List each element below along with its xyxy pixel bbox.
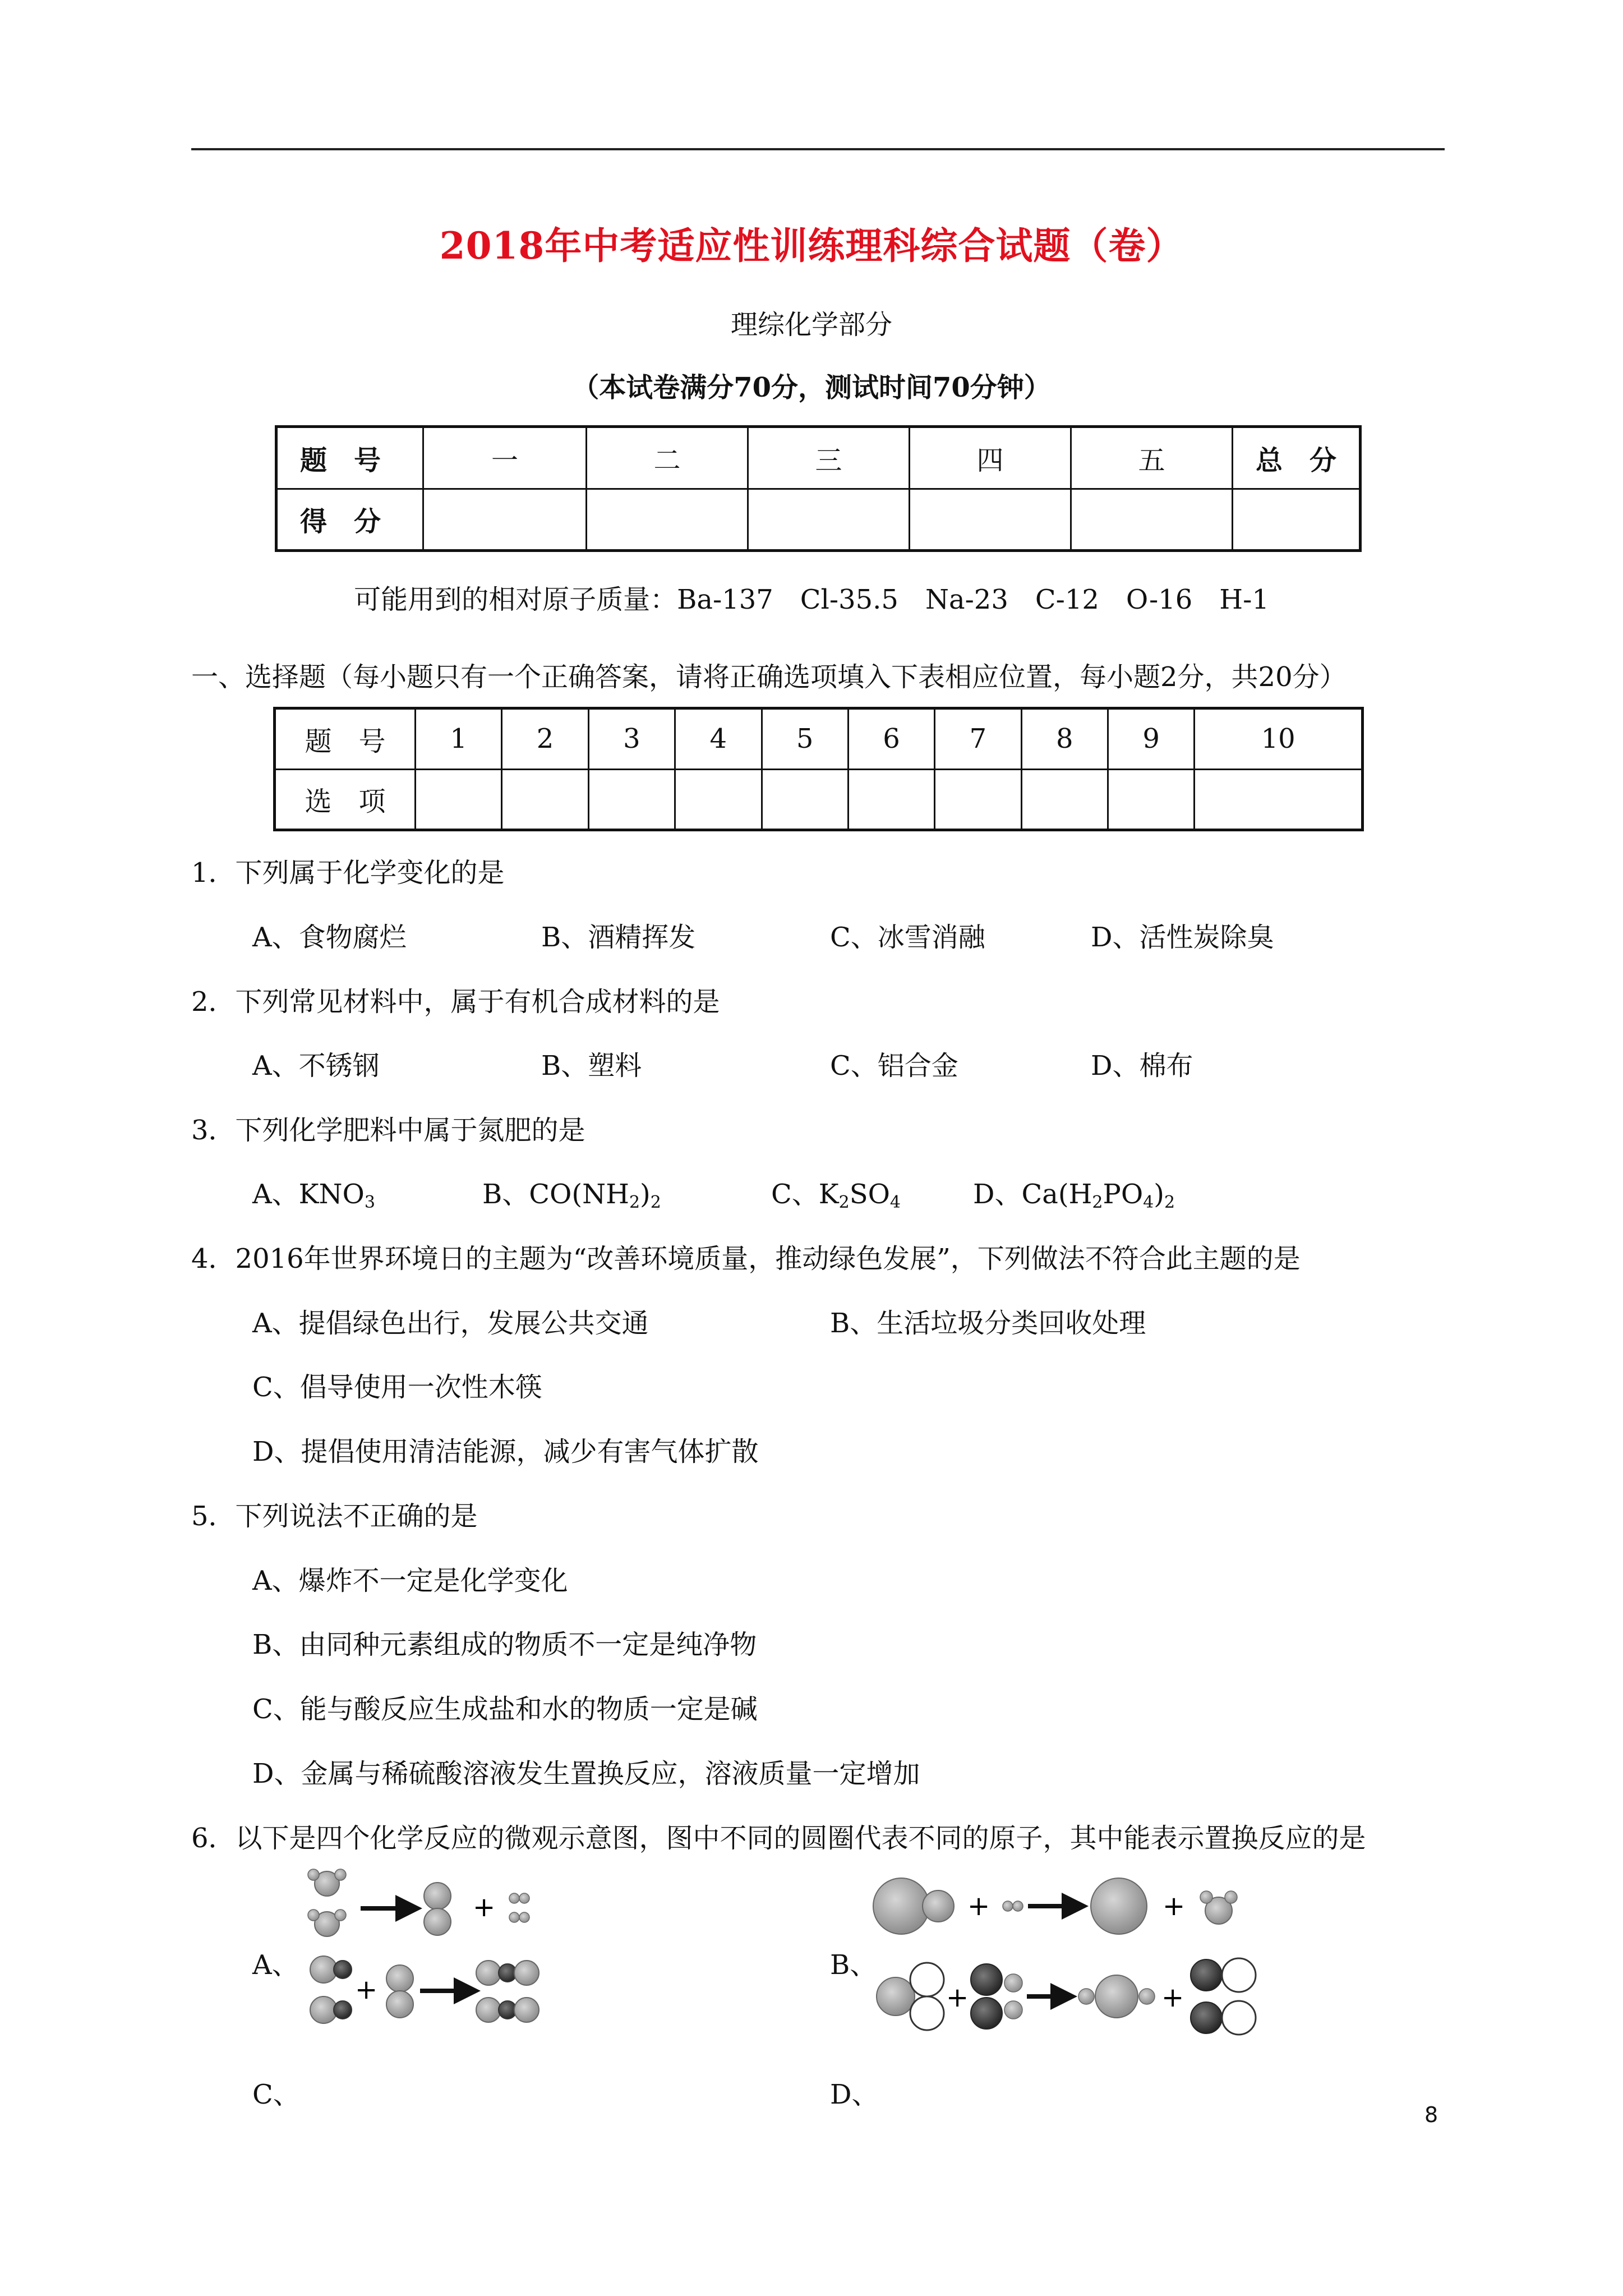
score-table-header-row xyxy=(276,427,1361,489)
question-5-option-b: B、由同种元素组成的物质不一定是纯净物 xyxy=(252,1629,757,1660)
question-6-option-d: D、 xyxy=(830,2079,879,2110)
formula-text: ) xyxy=(640,1179,651,1210)
formula-text: C、K xyxy=(771,1179,839,1210)
plus-sign: + xyxy=(946,1982,969,2013)
question-5-option-c: C、能与酸反应生成盐和水的物质一定是碱 xyxy=(252,1694,758,1725)
answer-number-cell: 6 xyxy=(848,708,934,770)
subtitle: 理综化学部分 xyxy=(730,309,892,341)
question-6-option-a: A、 xyxy=(252,1949,299,1981)
question-1-option-c: C、冰雪消融 xyxy=(830,922,985,953)
question-4-option-c: C、倡导使用一次性木筷 xyxy=(252,1372,542,1403)
question-2-option-b: B、塑料 xyxy=(541,1050,642,1082)
reaction-diagram-c xyxy=(306,1949,552,2033)
question-1-option-a: A、食物腐烂 xyxy=(252,922,407,953)
answer-table-choice-row xyxy=(275,769,1363,830)
question-2-stem: 2．下列常见材料中，属于有机合成材料的是 xyxy=(191,986,720,1018)
score-header-cell: 二 xyxy=(587,427,748,489)
answer-number-cell: 3 xyxy=(588,708,675,770)
answer-cell[interactable] xyxy=(1021,769,1108,830)
molecule-icon xyxy=(310,1996,352,2023)
score-header-cell: 一 xyxy=(423,427,587,489)
molecule-icon xyxy=(1191,1958,1256,2035)
molecule-icon xyxy=(971,1964,1022,2029)
page-title: 2018年中考适应性训练理科综合试题（卷） xyxy=(439,224,1184,268)
formula-text: A、KNO xyxy=(252,1179,365,1210)
plus-sign: + xyxy=(473,1892,496,1923)
score-cell[interactable] xyxy=(1071,489,1233,551)
score-table xyxy=(275,425,1362,552)
question-6-stem: 6．以下是四个化学反应的微观示意图，图中不同的圆圈代表不同的原子，其中能表示置换反应的是 xyxy=(191,1823,1366,1854)
answer-number-cell: 4 xyxy=(675,708,762,770)
answer-cell[interactable] xyxy=(1108,769,1195,830)
answer-row-label: 选 项 xyxy=(275,769,416,830)
plus-sign: + xyxy=(1161,1982,1184,2013)
answer-cell[interactable] xyxy=(935,769,1021,830)
page-number: 8 xyxy=(1424,2102,1438,2127)
plus-sign: + xyxy=(355,1974,378,2005)
question-5-stem: 5．下列说法不正确的是 xyxy=(191,1501,478,1532)
score-header-cell: 三 xyxy=(748,427,910,489)
question-3-option-c xyxy=(771,1172,901,1211)
question-2-option-a: A、不锈钢 xyxy=(252,1050,380,1082)
formula-subscript: 4 xyxy=(889,1193,901,1212)
molecule-icon xyxy=(424,1883,451,1935)
answer-cell[interactable] xyxy=(588,769,675,830)
formula-subscript: 3 xyxy=(364,1193,375,1212)
molecule-icon xyxy=(1200,1891,1237,1924)
score-row-label: 得 分 xyxy=(276,489,423,551)
molecule-icon xyxy=(476,1961,539,1985)
formula-text: SO xyxy=(849,1179,890,1210)
answer-number-cell: 9 xyxy=(1108,708,1195,770)
question-4-option-d: D、提倡使用清洁能源，减少有害气体扩散 xyxy=(252,1436,759,1467)
question-5-option-d: D、金属与稀硫酸溶液发生置换反应，溶液质量一定增加 xyxy=(252,1758,920,1789)
formula-subscript: 2 xyxy=(838,1193,850,1212)
molecule-icon xyxy=(308,1869,346,1896)
question-6-option-c: C、 xyxy=(252,2079,300,2110)
score-header-cell: 题 号 xyxy=(276,427,423,489)
score-header-cell: 总 分 xyxy=(1233,427,1361,489)
formula-text: D、Ca(H xyxy=(973,1179,1092,1210)
answer-cell[interactable] xyxy=(502,769,588,830)
answer-number-cell: 5 xyxy=(762,708,848,770)
molecule-icon xyxy=(1078,1975,1155,2018)
plus-sign: + xyxy=(967,1890,990,1922)
question-1-option-b: B、酒精挥发 xyxy=(541,922,696,953)
score-cell[interactable] xyxy=(1233,489,1361,551)
molecule-icon xyxy=(476,1998,539,2022)
answer-number-cell: 2 xyxy=(502,708,588,770)
molecule-icon xyxy=(308,1910,346,1936)
answer-cell[interactable] xyxy=(1195,769,1363,830)
score-cell[interactable] xyxy=(587,489,748,551)
score-cell[interactable] xyxy=(748,489,910,551)
formula-subscript: 2 xyxy=(650,1193,661,1212)
question-2-option-c: C、铝合金 xyxy=(830,1050,958,1082)
question-5-option-a: A、爆炸不一定是化学变化 xyxy=(252,1565,568,1596)
formula-subscript: 2 xyxy=(1164,1193,1175,1212)
formula-subscript: 4 xyxy=(1143,1193,1154,1212)
question-3-option-b xyxy=(482,1172,661,1211)
exam-note: （本试卷满分70分，测试时间70分钟） xyxy=(572,372,1051,403)
formula-text: B、CO(NH xyxy=(482,1179,629,1210)
answer-table xyxy=(273,707,1364,831)
answer-cell[interactable] xyxy=(848,769,934,830)
question-6-option-b: B、 xyxy=(830,1949,877,1981)
reaction-diagram-d xyxy=(866,1949,1293,2050)
plus-sign: + xyxy=(1163,1890,1186,1922)
formula-subscript: 2 xyxy=(629,1193,640,1212)
answer-number-cell: 7 xyxy=(935,708,1021,770)
question-4-option-a: A、提倡绿色出行，发展公共交通 xyxy=(252,1308,649,1339)
score-cell[interactable] xyxy=(423,489,587,551)
section-heading: 一、选择题（每小题只有一个正确答案，请将正确选项填入下表相应位置，每小题2分，共20分） xyxy=(191,661,1347,693)
atomic-masses: 可能用到的相对原子质量：Ba-137 Cl-35.5 Na-23 C-12 O-16 H-1 xyxy=(354,584,1269,615)
molecule-icon xyxy=(509,1893,529,1922)
answer-row-label: 题 号 xyxy=(275,708,416,770)
answer-number-cell: 8 xyxy=(1021,708,1108,770)
answer-number-cell: 10 xyxy=(1195,708,1363,770)
answer-cell[interactable] xyxy=(675,769,762,830)
score-cell[interactable] xyxy=(910,489,1071,551)
score-table-score-row xyxy=(276,489,1361,551)
molecule-icon xyxy=(873,1878,954,1934)
score-header-cell: 四 xyxy=(910,427,1071,489)
molecule-icon xyxy=(310,1956,352,1983)
answer-table-number-row xyxy=(275,708,1363,770)
atom-icon xyxy=(1091,1878,1147,1934)
formula-text: ) xyxy=(1154,1179,1164,1210)
question-4-option-b: B、生活垃圾分类回收处理 xyxy=(830,1308,1146,1339)
formula-subscript: 2 xyxy=(1092,1193,1103,1212)
reaction-diagram-a xyxy=(306,1868,547,1947)
question-1-option-d: D、活性炭除臭 xyxy=(1091,922,1274,953)
molecule-icon xyxy=(1003,1901,1023,1911)
question-1-stem: 1．下列属于化学变化的是 xyxy=(191,857,505,889)
answer-number-cell: 1 xyxy=(416,708,502,770)
answer-cell[interactable] xyxy=(762,769,848,830)
question-3-option-a xyxy=(252,1172,375,1211)
question-2-option-d: D、棉布 xyxy=(1091,1050,1193,1082)
header-rule xyxy=(191,148,1445,150)
score-header-cell: 五 xyxy=(1071,427,1233,489)
formula-text: PO xyxy=(1103,1179,1144,1210)
question-4-stem: 4．2016年世界环境日的主题为“改善环境质量，推动绿色发展”，下列做法不符合此主题的是 xyxy=(191,1243,1301,1274)
reaction-diagram-b xyxy=(866,1868,1248,1947)
answer-cell[interactable] xyxy=(416,769,502,830)
molecule-icon xyxy=(877,1963,944,2030)
question-3-stem: 3．下列化学肥料中属于氮肥的是 xyxy=(191,1115,585,1146)
molecule-icon xyxy=(386,1965,413,2018)
question-3-option-d xyxy=(973,1172,1175,1211)
